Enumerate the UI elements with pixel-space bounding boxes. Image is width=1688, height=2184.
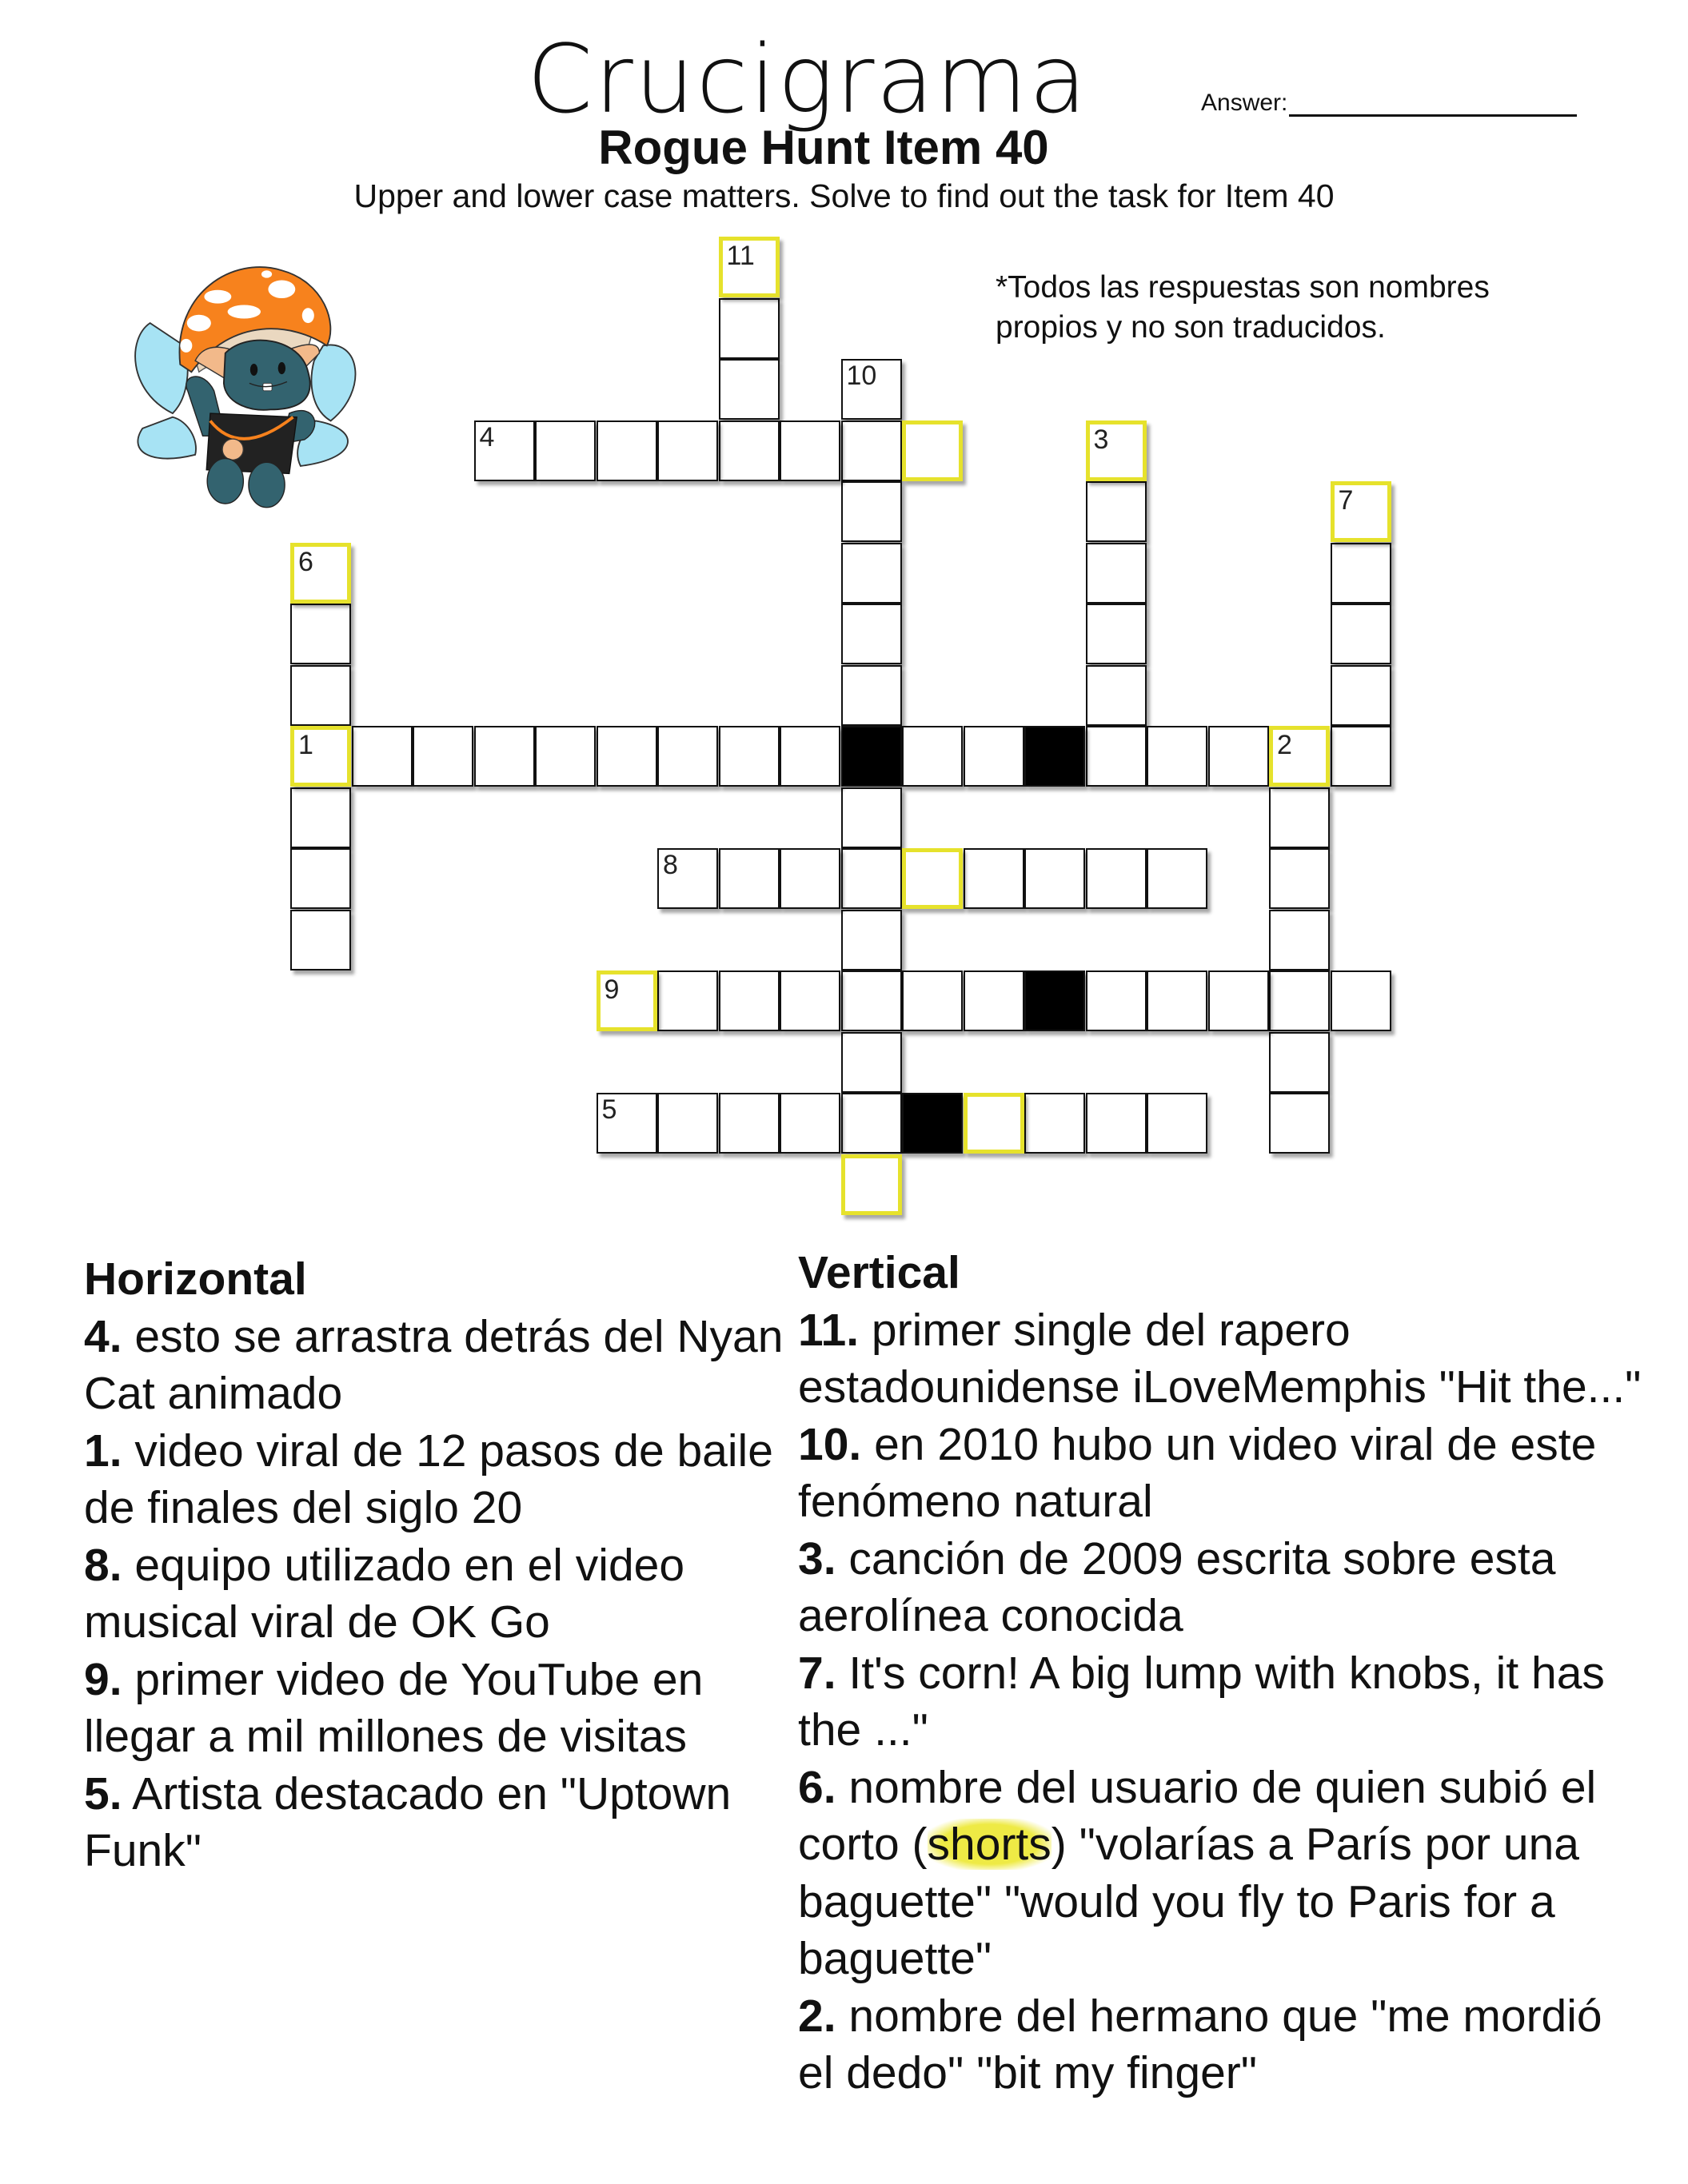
answer-cell[interactable] xyxy=(1086,726,1147,787)
vertical-heading: Vertical xyxy=(798,1247,960,1298)
answer-cell[interactable] xyxy=(1024,848,1085,909)
answer-cell[interactable] xyxy=(841,604,902,664)
clue-number: 2. xyxy=(798,1990,836,2042)
answer-cell[interactable] xyxy=(841,481,902,542)
clue-number-label: 5 xyxy=(601,1094,617,1125)
highlighted-answer-cell[interactable] xyxy=(597,970,657,1031)
subtitle: Rogue Hunt Item 40 xyxy=(598,121,1049,174)
answer-cell[interactable] xyxy=(780,848,840,909)
answer-cell[interactable] xyxy=(1147,726,1207,787)
clue-number-label: 7 xyxy=(1338,485,1354,516)
clue-number-label: 2 xyxy=(1277,730,1292,760)
highlighted-answer-cell[interactable] xyxy=(290,543,351,604)
answer-cell[interactable] xyxy=(657,420,718,481)
highlighted-word: shorts xyxy=(927,1819,1052,1870)
clue-text: Artista destacado en "Uptown Funk" xyxy=(84,1768,732,1876)
clue-item xyxy=(798,1760,1646,1988)
answer-cell[interactable] xyxy=(597,1093,657,1154)
answer-cell[interactable] xyxy=(1086,848,1147,909)
answer-cell[interactable] xyxy=(1331,543,1391,604)
answer-cell[interactable] xyxy=(1269,848,1330,909)
answer-cell[interactable] xyxy=(964,848,1024,909)
clue-item xyxy=(84,1423,788,1537)
clue-text: en 2010 hubo un video viral de este fenómeno natural xyxy=(798,1418,1597,1527)
highlighted-answer-cell[interactable] xyxy=(719,237,780,297)
answer-cell[interactable] xyxy=(1208,970,1269,1031)
answer-cell[interactable] xyxy=(290,910,351,970)
clue-number: 10. xyxy=(798,1418,862,1470)
answer-cell[interactable] xyxy=(1086,604,1147,664)
answer-cell[interactable] xyxy=(1269,787,1330,848)
answer-cell[interactable] xyxy=(1269,970,1330,1031)
clue-number-label: 1 xyxy=(298,730,313,760)
clue-text: esto se arrastra detrás del Nyan Cat animado xyxy=(84,1310,784,1419)
horizontal-heading: Horizontal xyxy=(84,1253,307,1305)
clue-text: nombre del usuario de quien subió el corto ( xyxy=(798,1761,1597,1870)
answer-cell[interactable] xyxy=(657,848,718,909)
answer-cell[interactable] xyxy=(841,665,902,726)
highlighted-answer-cell[interactable] xyxy=(290,726,351,787)
clue-text: nombre del hermano que "me mordió el dedo" "bit my finger" xyxy=(798,1990,1602,2098)
highlighted-answer-cell[interactable] xyxy=(841,1154,902,1215)
clue-number-label: 10 xyxy=(846,361,877,391)
clue-text: equipo utilizado en el video musical viral de OK Go xyxy=(84,1539,685,1648)
answer-cell[interactable] xyxy=(1086,543,1147,604)
answer-cell[interactable] xyxy=(964,970,1024,1031)
note xyxy=(996,268,1571,348)
answer-cell[interactable] xyxy=(841,970,902,1031)
answer-cell[interactable] xyxy=(1086,481,1147,542)
clue-item xyxy=(798,1988,1646,2102)
clue-text: canción de 2009 escrita sobre esta aerolínea conocida xyxy=(798,1532,1556,1641)
answer-cell[interactable] xyxy=(535,420,596,481)
clue-text: It's corn! A big lump with knobs, it has the ..." xyxy=(798,1647,1605,1756)
answer-cell[interactable] xyxy=(1024,1093,1085,1154)
vertical-clues xyxy=(798,1245,1646,2102)
answer-cell[interactable] xyxy=(1147,970,1207,1031)
answer-cell[interactable] xyxy=(1331,665,1391,726)
answer-cell[interactable] xyxy=(1086,970,1147,1031)
answer-cell[interactable] xyxy=(902,726,963,787)
highlighted-answer-cell[interactable] xyxy=(964,1093,1024,1154)
answer-cell[interactable] xyxy=(841,1093,902,1154)
answer-cell[interactable] xyxy=(719,726,780,787)
page-title: Crucigrama xyxy=(526,24,1089,134)
answer-cell[interactable] xyxy=(780,970,840,1031)
answer-cell[interactable] xyxy=(841,420,902,481)
answer-cell[interactable] xyxy=(535,726,596,787)
clue-item xyxy=(84,1537,788,1652)
clue-number: 1. xyxy=(84,1425,122,1477)
clue-number-label: 11 xyxy=(726,241,755,271)
answer-cell[interactable] xyxy=(964,726,1024,787)
answer-blank-line[interactable] xyxy=(1289,90,1577,117)
clue-number-label: 3 xyxy=(1093,424,1109,455)
clue-number: 3. xyxy=(798,1532,836,1584)
clue-number-label: 4 xyxy=(479,421,495,452)
answer-label: Answer: xyxy=(1201,90,1288,116)
clue-item xyxy=(798,1531,1646,1645)
clue-text: ) "volarías a París por una baguette" "would you fly to Paris for a baguette" xyxy=(798,1819,1579,1984)
answer-cell[interactable] xyxy=(597,420,657,481)
answer-cell[interactable] xyxy=(841,787,902,848)
highlighted-answer-cell[interactable] xyxy=(902,420,963,481)
black-cell xyxy=(1024,970,1085,1031)
answer-cell[interactable] xyxy=(474,726,535,787)
answer-cell[interactable] xyxy=(841,1032,902,1093)
answer-cell[interactable] xyxy=(657,970,718,1031)
clue-number: 8. xyxy=(84,1539,122,1591)
answer-cell[interactable] xyxy=(1086,665,1147,726)
clue-number: 11. xyxy=(798,1304,860,1356)
highlighted-answer-cell[interactable] xyxy=(1269,726,1330,787)
clue-item xyxy=(84,1652,788,1766)
answer-field[interactable] xyxy=(1201,90,1577,117)
clue-number: 7. xyxy=(798,1647,836,1699)
answer-cell[interactable] xyxy=(1331,604,1391,664)
answer-cell[interactable] xyxy=(719,1093,780,1154)
answer-cell[interactable] xyxy=(1147,848,1207,909)
note-line: *Todos las respuestas son nombres xyxy=(996,270,1490,305)
answer-cell[interactable] xyxy=(1208,726,1269,787)
answer-cell[interactable] xyxy=(1269,910,1330,970)
answer-cell[interactable] xyxy=(719,848,780,909)
answer-cell[interactable] xyxy=(1331,726,1391,787)
answer-cell[interactable] xyxy=(597,726,657,787)
answer-cell[interactable] xyxy=(290,665,351,726)
black-cell xyxy=(1024,726,1085,787)
clue-number-label: 9 xyxy=(604,974,620,1005)
answer-cell[interactable] xyxy=(841,848,902,909)
clue-text: video viral de 12 pasos de baile de finales del siglo 20 xyxy=(84,1425,773,1533)
answer-cell[interactable] xyxy=(352,726,413,787)
answer-cell[interactable] xyxy=(474,420,535,481)
answer-cell[interactable] xyxy=(841,359,902,420)
clue-number: 4. xyxy=(84,1310,122,1362)
clue-text: primer single del rapero estadounidense iLoveMemphis "Hit the..." xyxy=(798,1304,1642,1413)
answer-cell[interactable] xyxy=(1147,1093,1207,1154)
answer-cell[interactable] xyxy=(657,1093,718,1154)
answer-cell[interactable] xyxy=(290,848,351,909)
highlighted-answer-cell[interactable] xyxy=(902,848,963,909)
answer-cell[interactable] xyxy=(780,1093,840,1154)
clue-item xyxy=(798,1417,1646,1531)
clue-item xyxy=(798,1302,1646,1417)
instructions: Upper and lower case matters. Solve to find out the task for Item 40 xyxy=(353,177,1335,214)
answer-cell[interactable] xyxy=(290,787,351,848)
answer-cell[interactable] xyxy=(1269,1032,1330,1093)
highlighted-answer-cell[interactable] xyxy=(1331,481,1391,542)
answer-cell[interactable] xyxy=(719,970,780,1031)
answer-cell[interactable] xyxy=(841,543,902,604)
answer-cell[interactable] xyxy=(1086,1093,1147,1154)
horizontal-clues xyxy=(84,1251,788,1880)
answer-cell[interactable] xyxy=(841,910,902,970)
answer-cell[interactable] xyxy=(719,298,780,359)
black-cell xyxy=(841,726,902,787)
answer-cell[interactable] xyxy=(719,420,780,481)
clue-number: 6. xyxy=(798,1761,836,1813)
highlighted-answer-cell[interactable] xyxy=(1086,420,1147,481)
answer-cell[interactable] xyxy=(290,604,351,664)
black-cell xyxy=(902,1093,963,1154)
clue-item xyxy=(84,1766,788,1880)
clue-number-label: 8 xyxy=(663,850,678,880)
answer-cell[interactable] xyxy=(413,726,473,787)
answer-cell[interactable] xyxy=(780,726,840,787)
clue-item xyxy=(798,1645,1646,1760)
answer-cell[interactable] xyxy=(657,726,718,787)
answer-cell[interactable] xyxy=(719,359,780,420)
note-line: propios y no son traducidos. xyxy=(996,310,1386,345)
clue-number-label: 6 xyxy=(298,546,313,577)
answer-cell[interactable] xyxy=(1331,970,1391,1031)
clue-number: 9. xyxy=(84,1653,122,1705)
clue-text: primer video de YouTube en llegar a mil millones de visitas xyxy=(84,1653,704,1762)
mushroom-fairy-mascot-icon xyxy=(120,240,376,512)
clue-number: 5. xyxy=(84,1768,122,1819)
answer-cell[interactable] xyxy=(902,970,963,1031)
answer-cell[interactable] xyxy=(780,420,840,481)
clue-item xyxy=(84,1309,788,1423)
answer-cell[interactable] xyxy=(1269,1093,1330,1154)
